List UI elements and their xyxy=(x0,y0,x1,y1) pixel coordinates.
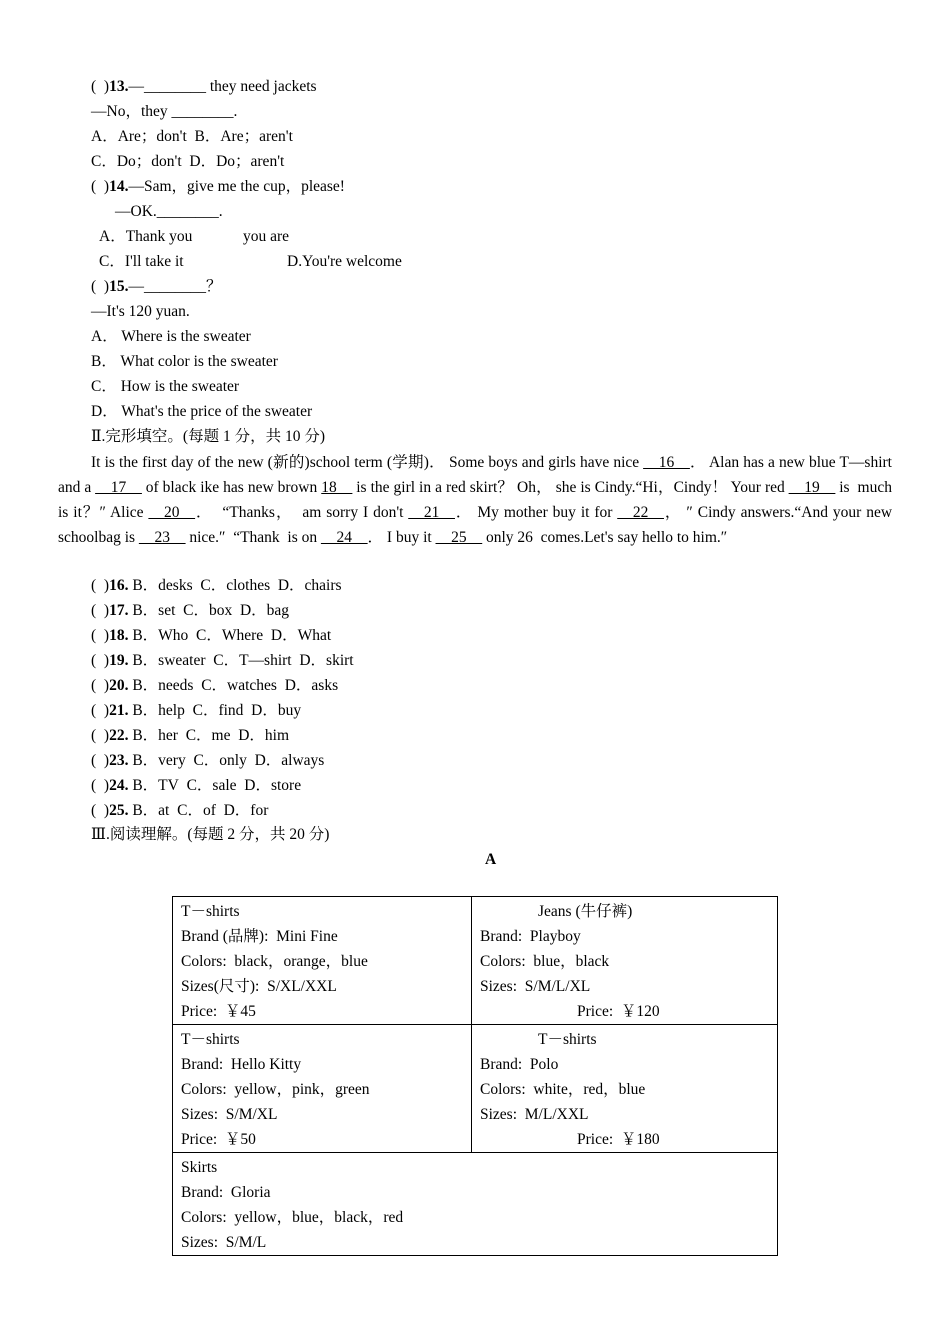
question-14-option-b: you are xyxy=(243,228,290,245)
question-stem: —Sam，give me the cup，please! xyxy=(128,178,345,195)
item-price: Price: ￥180 xyxy=(577,1131,660,1148)
answer-paren: ( ) xyxy=(91,278,110,295)
question-number: 19. xyxy=(109,652,129,669)
blank-20: __20__ xyxy=(148,504,195,521)
passage-text: ， ″ Cindy answers.“And your new schoolbag is xyxy=(58,504,893,546)
item-title: T－shirts xyxy=(538,1031,597,1048)
choice-options: B．Who C．Where D．What xyxy=(132,627,332,644)
choice-options: B．her C．me D．him xyxy=(132,727,290,744)
blank-21: __21__ xyxy=(408,504,455,521)
choice-17 xyxy=(91,601,289,621)
item-price: Price: ￥50 xyxy=(181,1131,256,1148)
cloze-passage xyxy=(58,450,892,550)
question-15-reply: —It's 120 yuan. xyxy=(91,303,190,320)
question-15-option-b: B． What color is the sweater xyxy=(91,353,278,370)
blank-19: __19__ xyxy=(788,479,836,496)
passage-text: of black ike has new brown xyxy=(141,479,322,496)
passage-text: is much is it？″ Alice xyxy=(58,479,892,521)
item-colors: Colors: black，orange，blue xyxy=(181,953,368,970)
item-brand: Brand: Gloria xyxy=(181,1184,271,1201)
item-title: T－shirts xyxy=(181,903,240,920)
question-13-reply: —No，they ________. xyxy=(91,103,238,120)
choice-19 xyxy=(91,651,354,671)
question-14-option-d: D.You're welcome xyxy=(287,253,402,270)
answer-paren: ( ) xyxy=(91,627,110,644)
item-sizes: Sizes(尺寸): S/XL/XXL xyxy=(181,978,337,995)
passage-label: A xyxy=(485,851,497,868)
passage-text: is the girl in a red skirt？ Oh， she is Cindy.“Hi，Cindy！ Your red xyxy=(352,479,789,496)
item-colors: Colors: white，red，blue xyxy=(480,1081,646,1098)
item-sizes: Sizes: S/M/L/XL xyxy=(480,978,591,995)
item-title: T－shirts xyxy=(181,1031,240,1048)
question-13 xyxy=(91,77,317,97)
question-14-option-c: C．I'll take it xyxy=(99,253,184,270)
passage-text: ． Alan has a new blue T—shirt and a xyxy=(58,454,892,496)
item-colors: Colors: blue，black xyxy=(480,953,610,970)
choice-options: B．desks C．clothes D．chairs xyxy=(132,577,342,594)
choice-options: B．needs C．watches D．asks xyxy=(132,677,339,694)
item-price: Price: ￥45 xyxy=(181,1003,256,1020)
answer-paren: ( ) xyxy=(91,178,110,195)
blank-17: __17__ xyxy=(95,479,142,496)
question-number: 21. xyxy=(109,702,129,719)
item-sizes: Sizes: M/L/XXL xyxy=(480,1106,589,1123)
question-number: 14. xyxy=(109,178,129,195)
choice-options: B．TV C．sale D．store xyxy=(132,777,302,794)
question-15-option-c: C． How is the sweater xyxy=(91,378,240,395)
question-15-option-a: A． Where is the sweater xyxy=(91,328,251,345)
question-15-option-d: D． What's the price of the sweater xyxy=(91,403,313,420)
answer-paren: ( ) xyxy=(91,727,110,744)
question-13-options-cd: C．Do；don't D．Do；aren't xyxy=(91,153,285,170)
item-title: Skirts xyxy=(181,1159,218,1176)
item-colors: Colors: yellow，blue，black，red xyxy=(181,1209,404,1226)
blank-25: __25__ xyxy=(435,529,483,546)
question-number: 18. xyxy=(109,627,129,644)
choice-options: B．very C．only D．always xyxy=(132,752,325,769)
section-2-title: Ⅱ.完形填空。(每题 1 分，共 10 分) xyxy=(91,428,325,445)
question-number: 25. xyxy=(109,802,129,819)
passage-text: It is the first day of the new (新的)school term (学期)． Some boys and girls have nice xyxy=(91,454,644,471)
question-number: 24. xyxy=(109,777,129,794)
choice-18 xyxy=(91,626,331,646)
question-15 xyxy=(91,277,221,297)
choice-options: B．at C．of D．for xyxy=(132,802,269,819)
passage-text: only 26 comes.Let's say hello to him.″ xyxy=(482,529,728,546)
question-number: 15. xyxy=(109,278,129,295)
cell-tshirts-polo xyxy=(472,1025,778,1153)
answer-paren: ( ) xyxy=(91,652,110,669)
question-stem: —________ they need jackets xyxy=(128,78,317,95)
choice-20 xyxy=(91,676,338,696)
clothing-table xyxy=(172,896,778,1256)
choice-options: B．set C．box D．bag xyxy=(132,602,290,619)
answer-paren: ( ) xyxy=(91,577,110,594)
passage-text: ． “Thanks， am sorry I don't xyxy=(194,504,409,521)
blank-18: 18__ xyxy=(321,479,353,496)
item-brand: Brand (品牌): Mini Fine xyxy=(181,928,338,945)
cell-jeans-playboy xyxy=(472,897,778,1025)
blank-16: __16__ xyxy=(643,454,690,471)
question-number: 20. xyxy=(109,677,129,694)
cell-skirts-gloria xyxy=(173,1153,778,1256)
choice-options: B．help C．find D．buy xyxy=(132,702,302,719)
choice-16 xyxy=(91,576,342,596)
item-price: Price: ￥120 xyxy=(577,1003,660,1020)
answer-paren: ( ) xyxy=(91,602,110,619)
answer-paren: ( ) xyxy=(91,752,110,769)
item-sizes: Sizes: S/M/XL xyxy=(181,1106,278,1123)
answer-paren: ( ) xyxy=(91,702,110,719)
question-number: 22. xyxy=(109,727,129,744)
choice-options: B．sweater C．T—shirt D．skirt xyxy=(132,652,354,669)
question-number: 23. xyxy=(109,752,129,769)
blank-23: __23__ xyxy=(138,529,186,546)
cell-tshirts-hello-kitty xyxy=(173,1025,472,1153)
question-number: 13. xyxy=(109,78,129,95)
question-13-options-ab: A．Are；don't B．Are；aren't xyxy=(91,128,293,145)
question-14-reply: —OK.________. xyxy=(115,203,223,220)
answer-paren: ( ) xyxy=(91,78,110,95)
answer-paren: ( ) xyxy=(91,777,110,794)
answer-paren: ( ) xyxy=(91,677,110,694)
item-title: Jeans (牛仔裤) xyxy=(538,903,633,920)
question-14 xyxy=(91,177,345,197)
item-brand: Brand: Playboy xyxy=(480,928,581,945)
choice-21 xyxy=(91,701,301,721)
cell-tshirts-mini-fine xyxy=(173,897,472,1025)
choice-25 xyxy=(91,801,268,821)
answer-paren: ( ) xyxy=(91,802,110,819)
item-brand: Brand: Hello Kitty xyxy=(181,1056,302,1073)
passage-text: ． I buy it xyxy=(367,529,436,546)
item-sizes: Sizes: S/M/L xyxy=(181,1234,267,1251)
section-3-title: Ⅲ.阅读理解。(每题 2 分，共 20 分) xyxy=(91,826,330,843)
question-14-option-a: A．Thank you xyxy=(99,228,193,245)
item-brand: Brand: Polo xyxy=(480,1056,559,1073)
blank-24: __24__ xyxy=(321,529,368,546)
choice-23 xyxy=(91,751,324,771)
item-colors: Colors: yellow，pink，green xyxy=(181,1081,370,1098)
question-number: 16. xyxy=(109,577,129,594)
blank-22: __22__ xyxy=(617,504,664,521)
passage-text: ． My mother buy it for xyxy=(454,504,618,521)
choice-24 xyxy=(91,776,301,796)
choice-22 xyxy=(91,726,289,746)
question-number: 17. xyxy=(109,602,129,619)
question-stem: —________？ xyxy=(128,278,222,295)
passage-text: nice.″ “Thank is on xyxy=(185,529,322,546)
